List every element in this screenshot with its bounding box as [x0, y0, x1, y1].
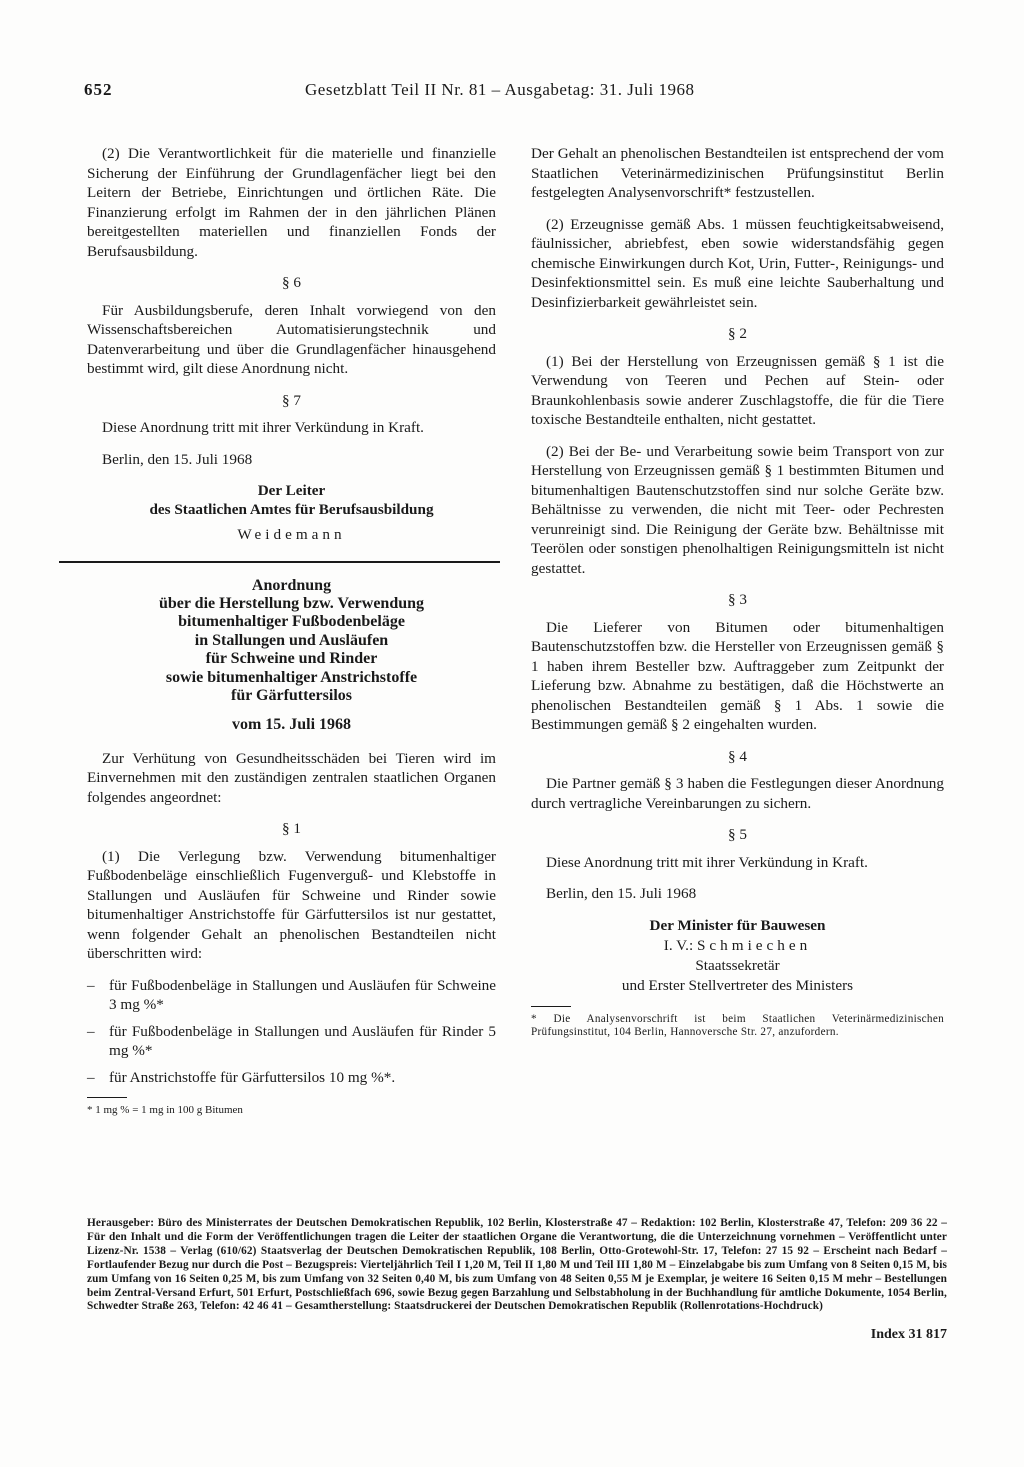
page-number: 652: [84, 80, 113, 99]
section-heading-5: § 5: [728, 826, 747, 843]
limit-list: [87, 976, 496, 1088]
section-3-text: Die Lieferer von Bitumen oder bitumenhaltigen Bautenschutzstoffen bzw. die Hersteller von Erzeugnissen gemäß § 1 haben ihrem Besteller bzw. Auftraggeber zum Zeitpunkt der Lieferung bzw. Abnahme zu bestätigen, daß die Höchstwerte an phenolischen Bestandteilen gemäß § 1 Abs. 1 sowie die Bestimmungen gemäß § 2 eingehalten wurden.: [531, 618, 944, 733]
ordinance-title-line: Anordnung: [251, 576, 332, 594]
ordinance-title-line: bitumenhaltiger Fußbodenbeläge: [178, 613, 405, 631]
section-2-para-1: (1) Bei der Herstellung von Erzeugnissen gemäß § 1 ist die Verwendung von Teeren und Pechen auf Stein- oder Braunkohlenbasis sowie anderer Zuschlagstoffe, die für die Tiere toxische Bestandteile enthalten, nicht gestattet.: [531, 352, 944, 428]
signatory-line-2: des Staatlichen Amtes für Berufsausbildung: [149, 501, 434, 518]
section-4-text: Die Partner gemäß § 3 haben die Festlegungen dieser Anordnung durch vertragliche Vereinbarungen zu sichern.: [531, 775, 944, 812]
left-column: [87, 144, 496, 1117]
ordinance-title-line: in Stallungen und Ausläufen: [194, 631, 389, 649]
section-divider: [59, 561, 500, 563]
section-6-text: Für Ausbildungsberufe, deren Inhalt vorwiegend von den Wissenschaftsbereichen Automatisierungstechnik und Datenverarbeitung und über die Grundlagenfächer hinausgehend bestimmt wird, gilt diese Anordnung nicht.: [87, 301, 496, 377]
list-item: – für Fußbodenbeläge in Stallungen und Ausläufen für Rinder 5 mg %*: [87, 1022, 496, 1061]
footnote-rule: [531, 1006, 571, 1007]
signatory-name: Schmiechen: [696, 936, 812, 954]
ordinance-date: vom 15. Juli 1968: [231, 716, 352, 734]
index-number: Index 31 817: [870, 1327, 947, 1342]
ordinance-title-line: für Schweine und Rinder: [205, 650, 378, 668]
signature-block: [531, 916, 944, 996]
footnote-right: * Die Analysenvorschrift ist beim Staatlichen Veterinärmedizinischen Prüfungsinstitut, 104 Berlin, Hannoversche Str. 27, anzufordern.: [531, 1012, 944, 1038]
place-date: Berlin, den 15. Juli 1968: [102, 450, 253, 468]
preamble: Zur Verhütung von Gesundheitsschäden bei Tieren wird im Einvernehmen mit den zuständigen zentralen staatlichen Organen folgendes angeordnet:: [87, 749, 496, 806]
signatory-role: Staatssekretär: [695, 956, 780, 974]
place-date: Berlin, den 15. Juli 1968: [546, 885, 697, 902]
section-1-para-1: (1) Die Verlegung bzw. Verwendung bitumenhaltiger Fußbodenbeläge einschließlich Fugenverguß- und Klebstoffe in Stallungen und Ausläufen für Schweine und Rinder sowie bitumenhaltiger Anstrichstoffe für Gärfuttersilos ist nur gestattet, wenn folgender Gehalt an phenolischen Bestandteilen nicht überschritten wird:: [87, 847, 496, 963]
signatory-name: Weidemann: [237, 526, 346, 543]
ordinance-title-line: für Gärfuttersilos: [230, 686, 352, 704]
list-item: – für Fußbodenbeläge in Stallungen und Ausläufen für Schweine 3 mg %*: [87, 976, 496, 1015]
signatory-line-1: Der Leiter: [257, 482, 326, 499]
section-5-text: Diese Anordnung tritt mit ihrer Verkündung in Kraft.: [546, 853, 868, 871]
signatory-role-2: und Erster Stellvertreter des Ministers: [621, 976, 854, 994]
section-1-para-2: (2) Erzeugnisse gemäß Abs. 1 müssen feuchtigkeitsabweisend, fäulnissicher, abriebfest, eben sowie widerstandsfähig gegen chemische Einwirkungen durch Kot, Urin, Futter-, Reinigungs- und Desinfektionsmittel sein. Es muß eine leichte Sauberhaltung und Desinfizierbarkeit gewährleistet sein.: [531, 215, 944, 311]
footnote-rule: [87, 1097, 127, 1098]
section-heading-2: § 2: [728, 325, 747, 342]
ordinance-title-line: sowie bitumenhaltiger Anstrichstoffe: [165, 668, 418, 686]
running-header: Gesetzblatt Teil II Nr. 81 – Ausgabetag: 31. Juli 1968: [305, 80, 695, 99]
signatory-line: [531, 936, 944, 956]
section-heading-6: § 6: [282, 274, 301, 291]
section-2-para-2: (2) Bei der Be- und Verarbeitung sowie beim Transport von zur Herstellung von Erzeugnissen gemäß § 1 bestimmten Bitumen und bitumenhaltigen Bautenschutzstoffen sind nur solche Geräte bzw. Behältnisse zu verwenden, die nicht mit Teer- oder Pechresten verunreinigt sind. Die Reinigung der Geräte bzw. Behältnisse mit Teerölen oder sonstigen phenolhaltigen Reinigungsmitteln ist nicht gestattet.: [531, 442, 944, 577]
ordinance-title: [87, 577, 496, 706]
signatory-office: Der Minister für Bauwesen: [649, 916, 826, 934]
signatory-iv: I. V.:: [663, 936, 694, 954]
colophon: Herausgeber: Büro des Ministerrates der Deutschen Demokratischen Republik, 102 Berlin, Klosterstraße 47 – Redaktion: 102 Berlin, Klosterstraße 47, Telefon: 209 36 22 – Für den Inhalt und die Form der Veröffentlichungen tragen die Leiter der staatlichen Organe die Verantwortung, die die Unterzeichnung vornehmen – Veröffentlicht unter Lizenz-Nr. 1538 – Verlag (610/62) Staatsverlag der Deutschen Demokratischen Republik, 108 Berlin, Otto-Grotewohl-Str. 17, Telefon: 27 15 92 – Erscheint nach Bedarf – Fortlaufender Bezug nur durch die Post – Bezugspreis: Vierteljährlich Teil I 1,20 M, Teil II 1,80 M und Teil III 1,80 M – Einzelabgabe bis zum Umfang von 8 Seiten 0,15 M, bis zum Umfang von 16 Seiten 0,25 M, bis zum Umfang von 32 Seiten 0,40 M, bis zum Umfang von 48 Seiten 0,55 M je Exemplar, je weitere 16 Seiten 0,15 M mehr – Bestellungen beim Zentral-Versand Erfurt, 501 Erfurt, Postschließfach 696, sowie Bezug gegen Barzahlung und Selbstabholung in der Buchhandlung für amtliche Dokumente, 1054 Berlin, Schwedter Straße 263, Telefon: 42 46 41 – Gesamtherstellung: Staatsdruckerei der Deutschen Demokratischen Republik (Rollenrotations-Hochdruck): [87, 1217, 947, 1313]
paragraph-5-2: (2) Die Verantwortlichkeit für die materielle und finanzielle Sicherung der Einführung der Grundlagenfächer liegt bei den Leitern der Betriebe, Einrichtungen und örtlichen Räte. Die Finanzierung erfolgt im Rahmen der in den jährlichen Plänen bereitgestellten materiellen und finanziellen Fonds der Berufsausbildung.: [87, 145, 496, 260]
section-heading-1: § 1: [282, 820, 301, 838]
continuation-text: Der Gehalt an phenolischen Bestandteilen ist entsprechend der vom Staatlichen Veterinärmedizinischen Prüfungsinstitut Berlin festgelegten Analysenvorschrift* festzustellen.: [531, 145, 944, 201]
right-column: [531, 144, 944, 1039]
section-heading-7: § 7: [282, 391, 301, 409]
section-heading-3: § 3: [728, 591, 747, 608]
ordinance-title-line: über die Herstellung bzw. Verwendung: [158, 594, 425, 612]
footnote-left: * 1 mg % = 1 mg in 100 g Bitumen: [87, 1104, 243, 1117]
list-item: – für Anstrichstoffe für Gärfuttersilos 10 mg %*.: [87, 1068, 496, 1088]
section-7-text: Diese Anordnung tritt mit ihrer Verkündung in Kraft.: [102, 419, 424, 436]
section-heading-4: § 4: [728, 747, 747, 765]
